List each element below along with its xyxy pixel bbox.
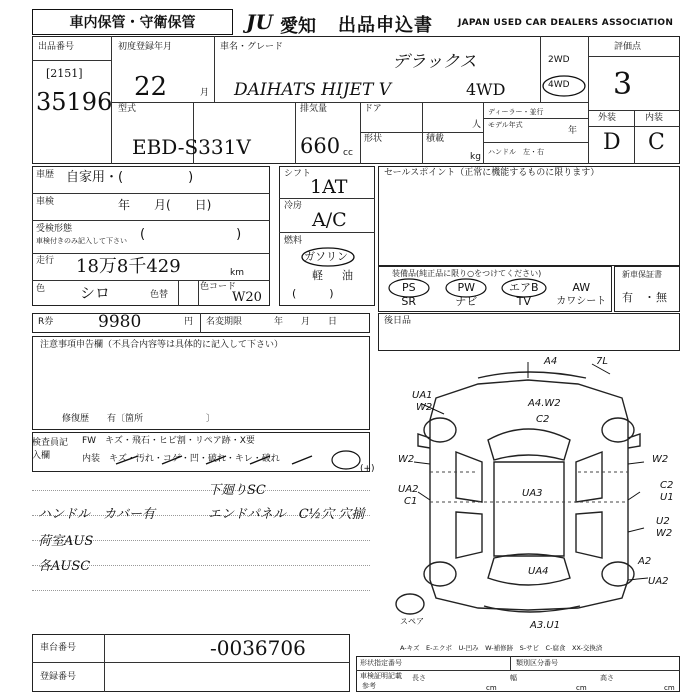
equipment-circle-marks [380,277,610,301]
auction-sheet: 車内保管・守衛保管 JU 愛知 出品申込書 JAPAN USED CAR DEALERS ASSOCIATION 出品番号 [2151] 35196 初度登録年月 22 月 車名・グレード デラックス DAIHATS HIJET V 4WD 2WD 4WD 評価点 3 外装 内装 D C 型式 EBD-S331V 排気量 660 cc ドア 形状 積載 kg 人 ディーラー・並行 モデル年式 年 ハンドル 左・右 車歴 自家用・( ) 車検 年 月( 日) 受検形態 車検付きのみ記入して下さい ( ) 走行 18万8千429 km 色 シロ 色替 色コード W20 シフト 1AT 冷房 A/C 燃料 ガソリン 軽 油 ( ) セールスポイント（正常に機能するものに限ります） 装備品(純正品に限り○をつけてください) PS PW エアB AW SR ナビ TV カワシート 新車保証書 有 ・ 無 R券 9980 円 名変期限 年 月 日 後日品 注意事項申告欄（不具合内容等は具体的に記入して下さい） 修復歴 有〔箇所 〕 検査員記入欄 FW キズ・飛石・ヒビ割・リペア跡・X要 内装 キズ・汚れ・コゲ・凹・破れ・キレ・破れ (+) 下廻りSC ハンドル カバー有 エンドパネル C½穴 穴揃 荷室AUS 各AUSC A4 7L UA1 W2 A4.W2 C2 W2 W2 UA2 C1 UA3 C2 U1 U2 W2 UA4 A2 UA2 A3.U1 スペア A-キズ E-エクボ U-凹み W-補修跡 S-サビ C-腐食 XX-交換済 車台番号 -0036706 登録番号 形状指定番号 類別区分番号 車検証明記載 参考 長さ cm 幅 cm 高さ cm [0,0,700,700]
remark-cargo: 荷室AUS [38,534,94,549]
recycle-value: 9980 [98,312,142,332]
equip-navi: ナビ [455,295,478,308]
svg-text:A2: A2 [638,556,652,567]
ju-logo: JU [246,10,273,34]
model-value: EBD-S331V [132,135,251,159]
notes-title: 注意事項申告欄（不具合内容等は具体的に記入して下さい） [40,340,284,350]
doors-label: ドア [364,104,382,114]
load-label: 積載 [426,134,445,144]
sales-point-box [378,166,680,266]
fuel-gasoline: ガソリン [304,250,348,263]
remark-each: 各AUSC [38,559,91,574]
svg-text:UA4: UA4 [528,566,549,577]
car-name-value: DAIHATS HIJET V [234,80,391,100]
car-name-label: 車名・グレード [220,42,284,52]
svg-text:W2: W2 [416,402,433,413]
drive-value: 4WD [466,80,506,99]
equip-airbag: エアB [508,281,539,294]
handle-label: ハンドル 左・右 [488,148,544,156]
4wd-option: 4WD [548,80,570,90]
chassis-number: -0036706 [210,636,306,660]
spare-label: スペア [400,617,424,626]
org-name: 愛知 [280,16,316,37]
lot-label: 出品番号 [38,42,75,52]
registration-label: 初度登録年月 [118,42,173,52]
grade-value: デラックス [392,52,477,72]
repair-history: 修復歴 有〔箇所 〕 [62,414,216,424]
remark-end-panel: エンドパネル C½穴 穴揃 [208,507,365,522]
top-block [32,36,680,164]
displacement-value: 660 [300,134,341,158]
model-label: 型式 [118,104,137,114]
svg-text:U2: U2 [656,516,670,527]
4wd-circle-mark [541,74,587,98]
shaken-value: 年 月( 日) [118,198,212,212]
form-title: 出品申込書 [338,15,433,36]
svg-text:UA2: UA2 [398,484,419,495]
dealer-label: ディーラー・並行 [488,108,544,116]
rating-score: 3 [613,67,633,102]
mileage-value: 18万8千429 [76,256,181,277]
svg-text:7L: 7L [596,356,608,367]
model-year-label: モデル年式 [488,121,523,129]
svg-text:C2: C2 [536,414,550,425]
svg-text:W2: W2 [652,454,669,465]
gasoline-circle-mark [300,246,356,268]
equip-tv: TV [516,295,531,308]
inspector-marks [112,448,362,472]
history-value: 自家用・( ) [66,170,194,185]
svg-text:C2: C2 [660,480,674,491]
rating-label: 評価点 [614,42,642,52]
equip-pw: PW [457,281,475,294]
svg-text:W2: W2 [398,454,415,465]
lot-number: 35196 [36,88,113,116]
color-code: W20 [232,290,262,305]
remark-handle: ハンドル カバー有 [38,507,156,522]
diagram-mark: A4 [544,356,558,367]
2wd-option: 2WD [548,55,570,65]
svg-text:C1: C1 [404,496,418,507]
registration-year: 22 [134,72,168,102]
exterior-grade: D [603,130,621,155]
damage-legend: A-キズ E-エクボ U-凹み W-補修跡 S-サビ C-腐食 XX-交換済 [400,644,603,652]
svg-text:UA2: UA2 [648,576,669,587]
svg-text:U1: U1 [660,492,674,503]
svg-text:UA3: UA3 [522,488,543,499]
equip-aw: AW [572,281,591,294]
equip-leather: カワシート [556,296,607,307]
equip-ps: PS [401,281,416,294]
shift-value: 1AT [310,176,348,198]
name-change-label: 名変期限 [206,317,243,327]
svg-text:A4.W2: A4.W2 [528,398,561,409]
interior-grade: C [648,130,665,155]
svg-text:W2: W2 [656,528,673,539]
org-english: JAPAN USED CAR DEALERS ASSOCIATION [458,18,674,28]
remark-undercarriage: 下廻りSC [208,483,266,498]
svg-text:A3.U1: A3.U1 [530,620,561,631]
displacement-label: 排気量 [300,104,328,114]
ac-value: A/C [312,209,347,231]
damage-diagram [378,352,680,642]
storage-section-title: 車内保管・守衛保管 [32,9,233,35]
aftermarket-box [378,313,680,351]
equip-sr: SR [401,295,417,308]
shape-label: 形状 [364,134,383,144]
svg-text:UA1: UA1 [412,390,433,401]
lot-code: [2151] [46,67,83,80]
color-value: シロ [80,284,111,302]
